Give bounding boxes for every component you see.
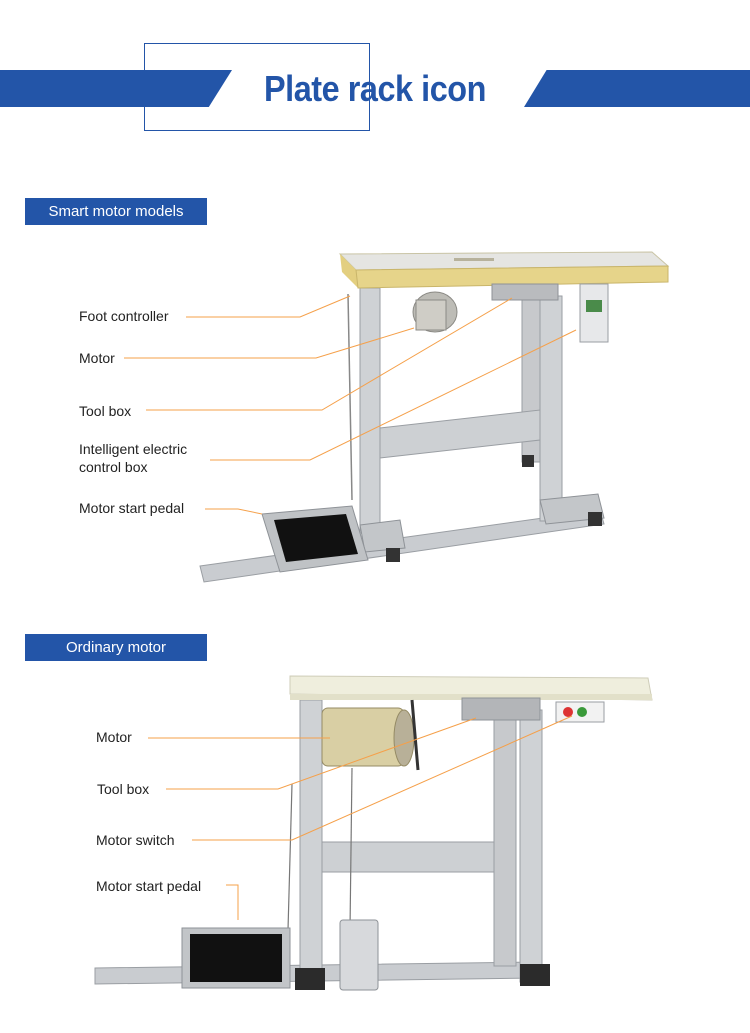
label-tool-box: Tool box [79, 403, 132, 419]
label-motor: Motor [79, 350, 115, 366]
label-control-box: Intelligent electric control box [79, 441, 188, 475]
label-foot-controller: Foot controller [79, 308, 169, 324]
label-motor-start-pedal: Motor start pedal [96, 878, 202, 894]
label-motor: Motor [96, 729, 132, 745]
section-tab-ordinary-motor: Ordinary motor [25, 634, 207, 661]
smart-motor-table-image [124, 252, 668, 582]
label-tool-box: Tool box [97, 781, 150, 797]
label-motor-start-pedal: Motor start pedal [79, 500, 185, 516]
ordinary-motor-table-image [95, 676, 652, 990]
label-motor-switch: Motor switch [96, 832, 175, 848]
page-title: Plate rack icon [264, 68, 486, 109]
section-tab-smart-motor: Smart motor models [25, 198, 207, 225]
